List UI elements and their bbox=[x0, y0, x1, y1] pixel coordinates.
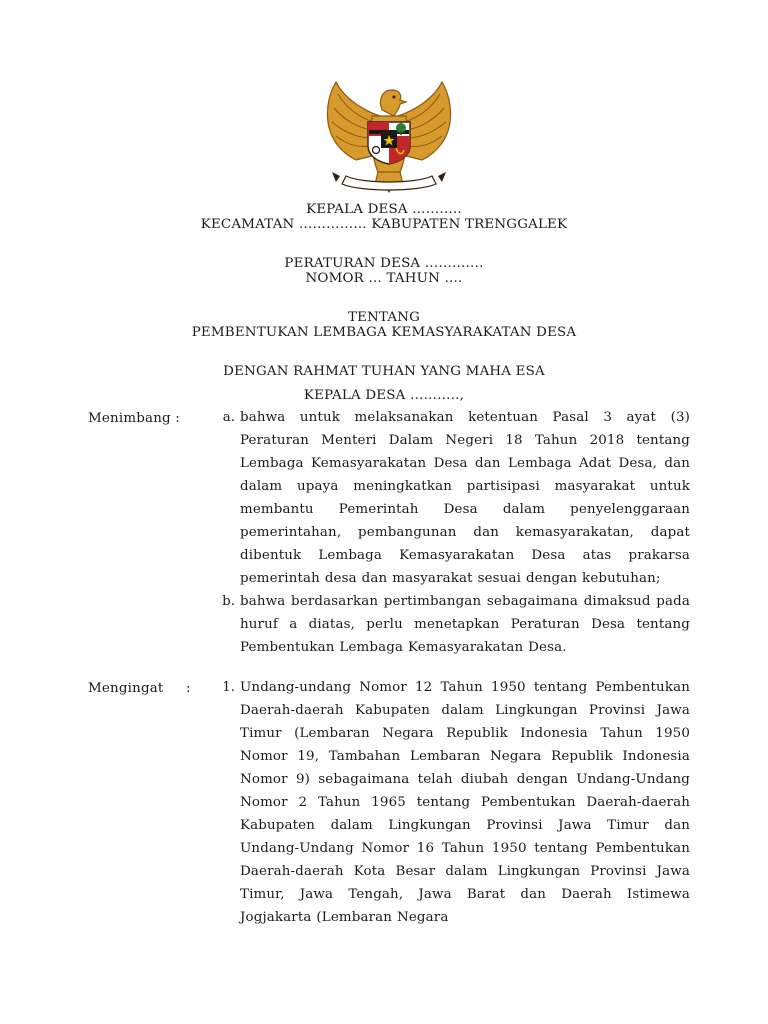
menimbang-list bbox=[205, 406, 690, 659]
regulation-number: NOMOR … TAHUN …. bbox=[305, 271, 463, 286]
list-item bbox=[205, 590, 690, 659]
list-marker: 1. bbox=[222, 680, 235, 695]
list-item bbox=[205, 406, 690, 590]
about-label: TENTANG bbox=[347, 310, 421, 325]
regulation-subject: PEMBENTUKAN LEMBAGA KEMASYARAKATAN DESA bbox=[191, 325, 577, 340]
list-item-text: bahwa berdasarkan pertimbangan sebagaimana dimaksud pada huruf a diatas, perlu menetapkan Peraturan Desa tentang Pembentukan Lembaga Kemasyarakatan Desa. bbox=[240, 594, 690, 655]
mengingat-colon: : bbox=[186, 681, 191, 696]
list-marker: a. bbox=[222, 410, 235, 425]
list-item bbox=[205, 676, 690, 929]
garuda-emblem-icon bbox=[322, 76, 456, 206]
mengingat-list bbox=[205, 676, 690, 929]
list-marker: b. bbox=[222, 594, 235, 609]
village-head-heading: KEPALA DESA ……….. bbox=[306, 202, 462, 217]
district-regency-heading: KECAMATAN …………… KABUPATEN TRENGGALEK bbox=[200, 217, 568, 232]
menimbang-label: Menimbang : bbox=[88, 411, 180, 426]
list-item-text: Undang-undang Nomor 12 Tahun 1950 tentang Pembentukan Daerah-daerah Kabupaten dalam Lingkungan Provinsi Jawa Timur (Lembaran Negara Republik Indonesia Tahun 1950 Nomor 19, Tambahan Lembaran Negara Republik Indonesia Nomor 9) sebagaimana telah diubah dengan Undang-Undang Nomor 2 Tahun 1965 tentang Pembentukan Daerah-daerah Kabupaten dalam Lingkungan Provinsi Jawa Timur dan Undang-Undang Nomor 16 Tahun 1950 tentang Pembentukan Daerah-daerah Kota Besar dalam Lingkungan Provinsi Jawa Timur, Jawa Tengah, Jawa Barat dan Daerah Istimewa Jogjakarta (Lembaran Negara bbox=[240, 680, 690, 925]
blessing-line: DENGAN RAHMAT TUHAN YANG MAHA ESA bbox=[223, 364, 545, 379]
list-item-text: bahwa untuk melaksanakan ketentuan Pasal 3 ayat (3) Peraturan Menteri Dalam Negeri 18 Tahun 2018 tentang Lembaga Kemasyarakatan Desa dan Lembaga Adat Desa, dan dalam upaya meningkatkan partisipasi masyarakat untuk membantu Pemerintah Desa dalam penyelenggaraan pemerintahan, pembangunan dan kemasyarakatan, dapat dibentuk Lembaga Kemasyarakatan Desa atas prakarsa pemerintah desa dan masyarakat sesuai dengan kebutuhan; bbox=[240, 410, 690, 586]
village-head-line: KEPALA DESA ……….., bbox=[303, 388, 465, 403]
mengingat-label: Mengingat bbox=[88, 681, 164, 696]
regulation-title: PERATURAN DESA …………. bbox=[284, 256, 484, 271]
